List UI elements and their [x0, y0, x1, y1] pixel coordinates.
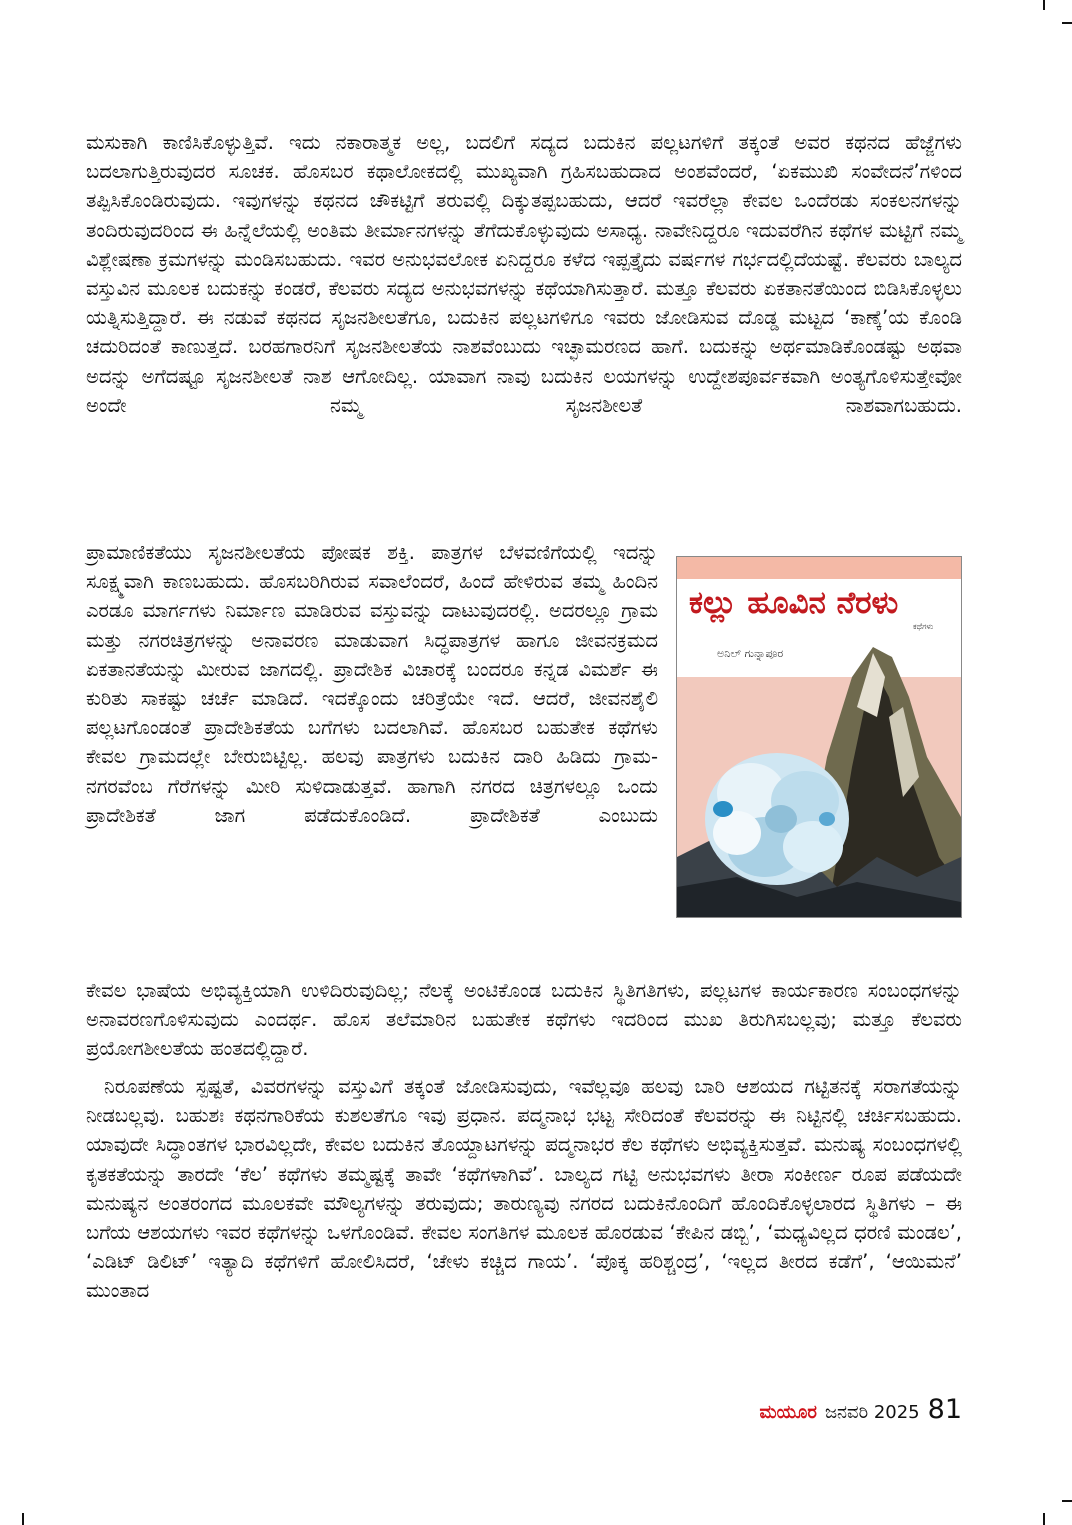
book-cover-image	[676, 556, 962, 918]
page-footer	[760, 1394, 962, 1425]
issue-date: ಜನವರಿ 2025	[824, 1402, 920, 1423]
crop-mark	[1062, 22, 1072, 24]
magazine-logo: ಮಯೂರ	[759, 1402, 817, 1423]
book-author: ಅನಿಲ್ ಗುನ್ನಾಪೂರ	[717, 647, 784, 660]
book-title: ಕಲ್ಲು ಹೂವಿನ ನೆರಳು	[689, 585, 899, 621]
crop-mark	[22, 1513, 24, 1525]
article-paragraph-3: ನಿರೂಪಣೆಯ ಸ್ಪಷ್ಟತೆ, ವಿವರಗಳನ್ನು ವಸ್ತುವಿಗೆ ತಕ್ಕಂತೆ ಜೋಡಿಸುವುದು, ಇವೆಲ್ಲವೂ ಹಲವು ಬಾರಿ ಆಶಯದ ಗಟ್ಟಿತನಕ್ಕೆ ಸರಾಗತೆಯನ್ನು ನೀಡಬಲ್ಲವು. ಬಹುಶಃ ಕಥನಗಾರಿಕೆಯ ಕುಶಲತೆಗೂ ಇವು ಪ್ರಧಾನ. ಪದ್ಮನಾಭ ಭಟ್ಟ ಸೇರಿದಂತೆ ಕೆಲವರನ್ನು ಈ ನಿಟ್ಟಿನಲ್ಲಿ ಚರ್ಚಿಸಬಹುದು. ಯಾವುದೇ ಸಿದ್ಧಾಂತಗಳ ಭಾರವಿಲ್ಲದೇ, ಕೇವಲ ಬದುಕಿನ ತೊಯ್ದಾಟಗಳನ್ನು ಪದ್ಮನಾಭರ ಕೆಲ ಕಥೆಗಳು ಅಭಿವ್ಯಕ್ತಿಸುತ್ತವೆ. ಮನುಷ್ಯ ಸಂಬಂಧಗಳಲ್ಲಿ ಕೃತಕತೆಯನ್ನು ತಾರದೇ ‘ಕೆಲ’ ಕಥೆಗಳು ತಮ್ಮಷ್ಟಕ್ಕೆ ತಾವೇ ‘ಕಥೆಗಳಾಗಿವೆ’. ಬಾಲ್ಯದ ಗಟ್ಟಿ ಅನುಭವಗಳು ತೀರಾ ಸಂಕೀರ್ಣ ರೂಪ ಪಡೆಯದೇ ಮನುಷ್ಯನ ಅಂತರಂಗದ ಮೂಲಕವೇ ಮೌಲ್ಯಗಳನ್ನು ತರುವುದು; ತಾರುಣ್ಯವು ನಗರದ ಬದುಕಿನೊಂದಿಗೆ ಹೊಂದಿಕೊಳ್ಳಲಾರದ ಸ್ಥಿತಿಗಳು – ಈ ಬಗೆಯ ಆಶಯಗಳು ಇವರ ಕಥೆಗಳನ್ನು ಒಳಗೊಂಡಿವೆ. ಕೇವಲ ಸಂಗತಿಗಳ ಮೂಲಕ ಹೊರಡುವ ‘ಕೇಪಿನ ಡಬ್ಬಿ’, ‘ಮಧ್ಯವಿಲ್ಲದ ಧರಣಿ ಮಂಡಲ’, ‘ಎಡಿಟ್ ಡಿಲಿಟ್’ ಇತ್ಯಾದಿ ಕಥೆಗಳಿಗೆ ಹೋಲಿಸಿದರೆ, ‘ಚೇಳು ಕಚ್ಚಿದ ಗಾಯ’. ‘ಪೊಕ್ಕ ಹರಿಶ್ಚಂದ್ರ’, ‘ಇಲ್ಲದ ತೀರದ ಕಡೆಗೆ’, ‘ಆಯಿಮನೆ’ ಮುಂತಾದ	[86, 1075, 962, 1303]
crop-mark	[1043, 0, 1045, 10]
crop-mark	[1062, 1500, 1072, 1502]
article-paragraph-2-full: ಕೇವಲ ಭಾಷೆಯ ಅಭಿವ್ಯಕ್ತಿಯಾಗಿ ಉಳಿದಿರುವುದಿಲ್ಲ; ನೆಲಕ್ಕೆ ಅಂಟಿಕೊಂಡ ಬದುಕಿನ ಸ್ಥಿತಿಗತಿಗಳು, ಪಲ್ಲಟಗಳ ಕಾರ್ಯಕಾರಣ ಸಂಬಂಧಗಳನ್ನು ಅನಾವರಣಗೊಳಿಸುವುದು ಎಂದರ್ಥ. ಹೊಸ ತಲೆಮಾರಿನ ಬಹುತೇಕ ಕಥೆಗಳು ಇದರಿಂದ ಮುಖ ತಿರುಗಿಸಬಲ್ಲವು; ಮತ್ತೂ ಕೆಲವರು ಪ್ರಯೋಗಶೀಲತೆಯ ಹಂತದಲ್ಲಿದ್ದಾರೆ.	[86, 979, 962, 1061]
article-paragraph-2-column: ಪ್ರಾಮಾಣಿಕತೆಯು ಸೃಜನಶೀಲತೆಯ ಪೋಷಕ ಶಕ್ತಿ. ಪಾತ್ರಗಳ ಬೆಳವಣಿಗೆಯಲ್ಲಿ ಇದನ್ನು ಸೂಕ್ಷ್ಮವಾಗಿ ಕಾಣಬಹುದು. ಹೊಸಬರಿಗಿರುವ ಸವಾಲೆಂದರೆ, ಹಿಂದೆ ಹೇಳಿರುವ ತಮ್ಮ ಹಿಂದಿನ ಎರಡೂ ಮಾರ್ಗಗಳು ನಿರ್ಮಾಣ ಮಾಡಿರುವ ವಸ್ತುವನ್ನು ದಾಟುವುದರಲ್ಲಿ. ಅದರಲ್ಲೂ ಗ್ರಾಮ ಮತ್ತು ನಗರಚಿತ್ರಗಳನ್ನು ಅನಾವರಣ ಮಾಡುವಾಗ ಸಿದ್ಧಪಾತ್ರಗಳ ಹಾಗೂ ಜೀವನಕ್ರಮದ ಏಕತಾನತೆಯನ್ನು ಮೀರುವ ಜಾಗದಲ್ಲಿ. ಪ್ರಾದೇಶಿಕ ವಿಚಾರಕ್ಕೆ ಬಂದರೂ ಕನ್ನಡ ವಿಮರ್ಶೆ ಈ ಕುರಿತು ಸಾಕಷ್ಟು ಚರ್ಚೆ ಮಾಡಿದೆ. ಇದಕ್ಕೊಂದು ಚರಿತ್ರೆಯೇ ಇದೆ. ಆದರೆ, ಜೀವನಶೈಲಿ ಪಲ್ಲಟಗೊಂಡಂತೆ ಪ್ರಾದೇಶಿಕತೆಯ ಬಗೆಗಳು ಬದಲಾಗಿವೆ. ಹೊಸಬರ ಬಹುತೇಕ ಕಥೆಗಳು ಕೇವಲ ಗ್ರಾಮದಲ್ಲೇ ಬೇರುಬಿಟ್ಟಿಲ್ಲ. ಹಲವು ಪಾತ್ರಗಳು ಬದುಕಿನ ದಾರಿ ಹಿಡಿದು ಗ್ರಾಮ-ನಗರವೆಂಬ ಗೆರೆಗಳನ್ನು ಮೀರಿ ಸುಳಿದಾಡುತ್ತವೆ. ಹಾಗಾಗಿ ನಗರದ ಚಿತ್ರಗಳಲ್ಲೂ ಒಂದು ಪ್ರಾದೇಶಿಕತೆ ಜಾಗ ಪಡೆದುಕೊಂಡಿದೆ. ಪ್ರಾದೇಶಿಕತೆ ಎಂಬುದು	[86, 541, 658, 827]
article-paragraph-1: ಮಸುಕಾಗಿ ಕಾಣಿಸಿಕೊಳ್ಳುತ್ತಿವೆ. ಇದು ನಕಾರಾತ್ಮಕ ಅಲ್ಲ, ಬದಲಿಗೆ ಸದ್ಯದ ಬದುಕಿನ ಪಲ್ಲಟಗಳಿಗೆ ತಕ್ಕಂತೆ ಅವರ ಕಥನದ ಹೆಜ್ಜೆಗಳು ಬದಲಾಗುತ್ತಿರುವುದರ ಸೂಚಕ. ಹೊಸಬರ ಕಥಾಲೋಕದಲ್ಲಿ ಮುಖ್ಯವಾಗಿ ಗ್ರಹಿಸಬಹುದಾದ ಅಂಶವೆಂದರೆ, ‘ಏಕಮುಖಿ ಸಂವೇದನೆ’ಗಳಿಂದ ತಪ್ಪಿಸಿಕೊಂಡಿರುವುದು. ಇವುಗಳನ್ನು ಕಥನದ ಚೌಕಟ್ಟಿಗೆ ತರುವಲ್ಲಿ ದಿಕ್ಕುತಪ್ಪಬಹುದು, ಆದರೆ ಇವರೆಲ್ಲಾ ಕೇವಲ ಒಂದೆರಡು ಸಂಕಲನಗಳನ್ನು ತಂದಿರುವುದರಿಂದ ಈ ಹಿನ್ನೆಲೆಯಲ್ಲಿ ಅಂತಿಮ ತೀರ್ಮಾನಗಳನ್ನು ತೆಗೆದುಕೊಳ್ಳುವುದು ಅಸಾಧ್ಯ. ನಾವೇನಿದ್ದರೂ ಇದುವರೆಗಿನ ಕಥೆಗಳ ಮಟ್ಟಿಗೆ ನಮ್ಮ ವಿಶ್ಲೇಷಣಾ ಕ್ರಮಗಳನ್ನು ಮಂಡಿಸಬಹುದು. ಇವರ ಅನುಭವಲೋಕ ಏನಿದ್ದರೂ ಕಳೆದ ಇಪ್ಪತ್ತೈದು ವರ್ಷಗಳ ಗರ್ಭದಲ್ಲಿದೆಯಷ್ಟೆ. ಕೆಲವರು ಬಾಲ್ಯದ ವಸ್ತುವಿನ ಮೂಲಕ ಬದುಕನ್ನು ಕಂಡರೆ, ಕೆಲವರು ಸದ್ಯದ ಅನುಭವಗಳನ್ನು ಕಥೆಯಾಗಿಸುತ್ತಾರೆ. ಮತ್ತೂ ಕೆಲವರು ಏಕತಾನತೆಯಿಂದ ಬಿಡಿಸಿಕೊಳ್ಳಲು ಯತ್ನಿಸುತ್ತಿದ್ದಾರೆ. ಈ ನಡುವೆ ಕಥನದ ಸೃಜನಶೀಲತೆಗೂ, ಬದುಕಿನ ಪಲ್ಲಟಗಳಿಗೂ ಇವರು ಜೋಡಿಸುವ ದೊಡ್ಡ ಮಟ್ಟದ ‘ಕಾಣ್ಕೆ’ಯ ಕೊಂಡಿ ಚದುರಿದಂತೆ ಕಾಣುತ್ತದೆ. ಬರಹಗಾರನಿಗೆ ಸೃಜನಶೀಲತೆಯ ನಾಶವೆಂಬುದು ಇಚ್ಛಾಮರಣದ ಹಾಗೆ. ಬದುಕನ್ನು ಅರ್ಥಮಾಡಿಕೊಂಡಷ್ಟು ಅಥವಾ ಅದನ್ನು ಅಗೆದಷ್ಟೂ ಸೃಜನಶೀಲತೆ ನಾಶ ಆಗೋದಿಲ್ಲ. ಯಾವಾಗ ನಾವು ಬದುಕಿನ ಲಯಗಳನ್ನು ಉದ್ದೇಶಪೂರ್ವಕವಾಗಿ ಅಂತ್ಯಗೊಳಿಸುತ್ತೇವೋ ಅಂದೇ ನಮ್ಮ ಸೃಜನಶೀಲತೆ ನಾಶವಾಗಬಹುದು.	[86, 131, 962, 417]
crop-mark	[1043, 1513, 1045, 1525]
book-subtitle: ಕಥೆಗಳು	[913, 622, 934, 631]
page-number: 81	[927, 1394, 962, 1425]
